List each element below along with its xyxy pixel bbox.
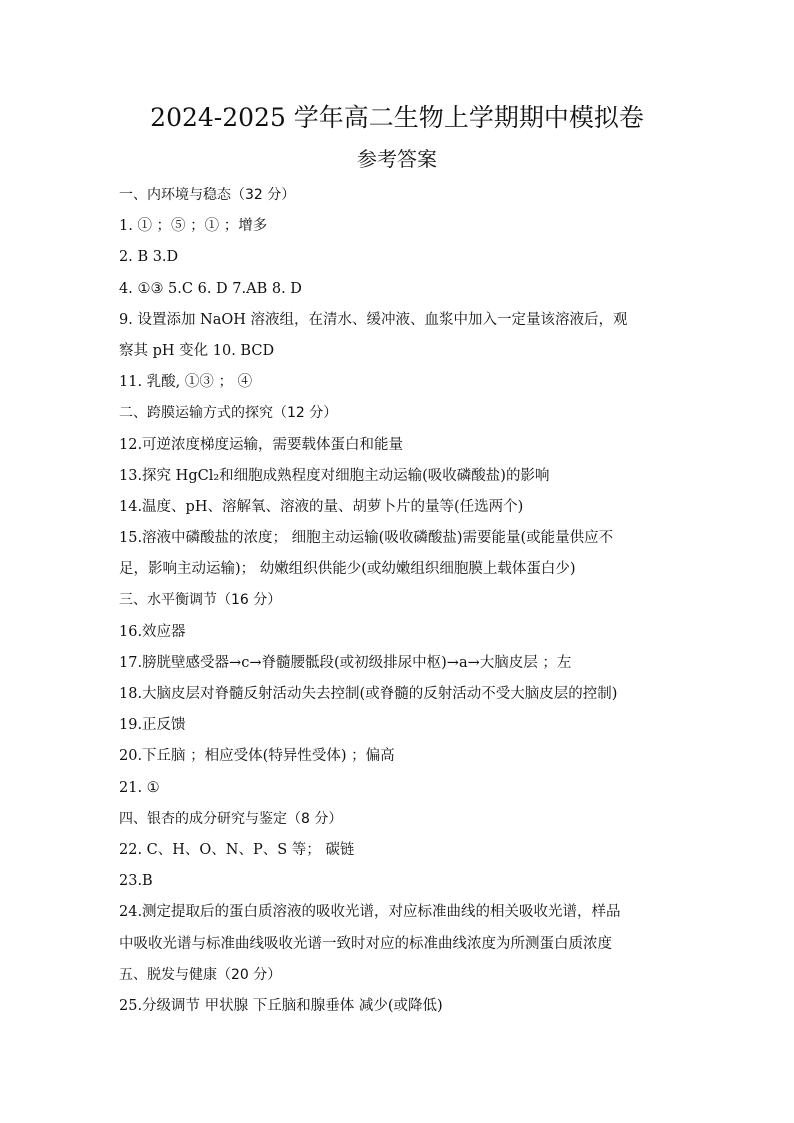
answer-line: 11. 乳酸, ①③ ； ④	[119, 374, 253, 391]
answer-line: 21. ①	[119, 779, 160, 796]
answer-line: 22. C、H、O、N、P、S 等； 碳链	[119, 841, 355, 858]
section-heading: 一、内环境与稳态（32 分）	[119, 187, 296, 203]
answer-line: 4. ①③ 5.C 6. D 7.AB 8. D	[119, 280, 302, 297]
answer-line: 2. B 3.D	[119, 249, 179, 266]
section-heading: 四、银杏的成分研究与鉴定（8 分）	[119, 810, 343, 827]
document-subtitle: 参考答案	[357, 147, 437, 171]
answer-list	[119, 180, 679, 1022]
answer-line: 23.B	[119, 873, 153, 890]
answer-line: 察其 pH 变化 10. BCD	[119, 342, 275, 359]
answer-line: 20.下丘脑 ；相应受体(特异性受体) ；偏高	[119, 748, 395, 765]
answer-line: 中吸收光谱与标准曲线吸收光谱一致时对应的标准曲线浓度为所测蛋白质浓度	[119, 935, 612, 952]
answer-line: 1. ① ；⑤ ；① ；增多	[119, 218, 268, 235]
answer-line: 9. 设置添加 NaOH 溶液组，在清水、缓冲液、血浆中加入一定量该溶液后，观	[119, 311, 628, 328]
section-heading: 二、跨膜运输方式的探究（12 分）	[119, 405, 338, 422]
answer-line: 17.膀胱壁感受器→c→脊髓腰骶段(或初级排尿中枢)→a→大脑皮层 ；左	[119, 654, 572, 671]
answer-line: 16.效应器	[119, 623, 186, 640]
answer-line: 25.分级调节 甲状腺 下丘脑和腺垂体 减少(或降低)	[119, 997, 443, 1014]
answer-line: 13.探究 HgCl₂和细胞成熟程度对细胞主动运输(吸收磷酸盐)的影响	[119, 467, 550, 484]
section-heading: 三、水平衡调节（16 分）	[119, 592, 282, 609]
answer-line: 18.大脑皮层对脊髓反射活动失去控制(或脊髓的反射活动不受大脑皮层的控制)	[119, 686, 618, 702]
answer-line: 14.温度、pH、溶解氧、溶液的量、胡萝卜片的量等(任选两个)	[119, 498, 524, 515]
answer-line: 12.可逆浓度梯度运输，需要载体蛋白和能量	[119, 436, 404, 453]
answer-line: 足，影响主动运输)； 幼嫩组织供能少(或幼嫩组织细胞膜上载体蛋白少)	[119, 561, 576, 578]
answer-line: 19.正反馈	[119, 717, 186, 734]
section-heading: 五、脱发与健康（20 分）	[119, 966, 282, 983]
answer-line: 24.测定提取后的蛋白质溶液的吸收光谱，对应标准曲线的相关吸收光谱，样品	[119, 904, 621, 921]
answer-line: 15.溶液中磷酸盐的浓度； 细胞主动运输(吸收磷酸盐)需要能量(或能量供应不	[119, 530, 614, 547]
document-title: 2024-2025 学年高二生物上学期期中模拟卷	[150, 103, 644, 132]
